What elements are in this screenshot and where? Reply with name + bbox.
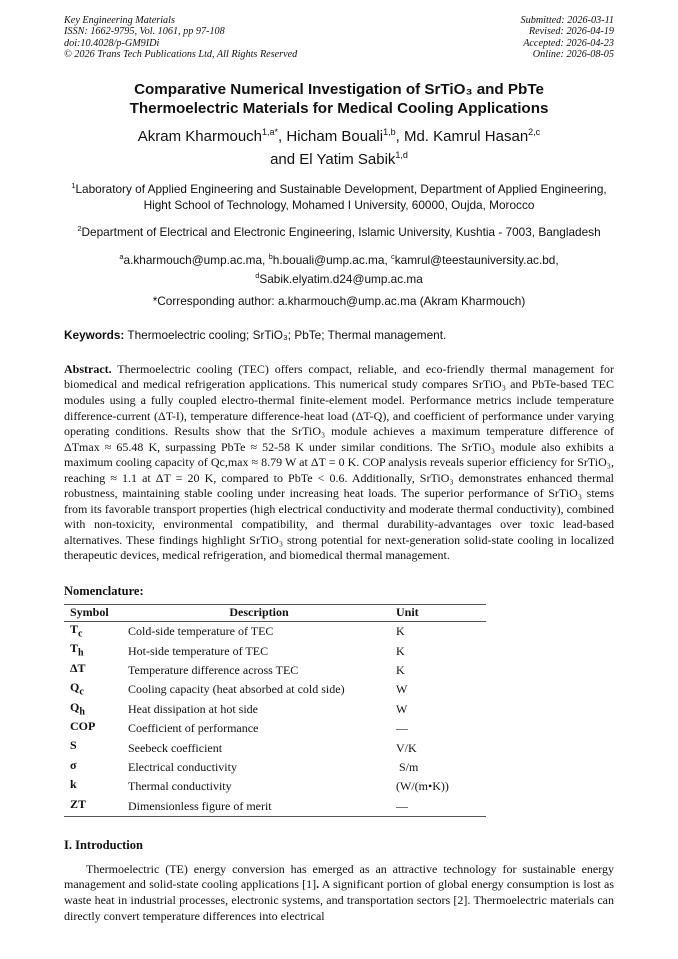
table-row [64,680,486,699]
unit-cell: K [396,662,405,677]
email-marker: d [255,270,260,280]
affiliation-marker: 1 [71,181,76,191]
keywords-text: Thermoelectric cooling; SrTiO₃; PbTe; Thermal management. [127,327,447,342]
description-cell: Coefficient of performance [128,721,259,736]
intro-text: Thermoelectric (TE) energy conversion has emerged as an attractive technology for sustainable energy management and solid-state cooling applications [1] [64,861,614,892]
table-row [64,641,486,660]
symbol-main: T [70,621,79,636]
email-separator: , [555,252,559,267]
email-link[interactable]: Sabik.elyatim.d24@ump.ac.ma [259,271,423,286]
affiliation-text: Laboratory of Applied Engineering and Sustainable Development, Department of Applied Engineering, Hight School of Technology, Mohamed I University, 60000, Oujda, Morocco [75,182,607,212]
symbol-subscript: c [79,686,84,698]
unit-cell: — [390,797,486,817]
header-right [521,15,614,60]
author-affil-marker: 1,b [383,127,396,138]
symbol-main: S [70,738,77,753]
table-row [64,661,486,680]
paper-title [64,80,614,118]
unit-cell: — [396,721,408,736]
symbol-main: Q [70,699,80,714]
table-row [64,700,486,719]
unit-cell: S/m [396,759,419,774]
table-row [64,777,486,796]
abstract-text: Thermoelectric cooling (TEC) offers compact, reliable, and eco-friendly thermal management for biomedical and medical refrigeration applications. This numerical study compares SrTiO₃ and PbTe-based TEC modules using a fully coupled electro-thermal finite-element model. Performance metrics include temperature difference-current (ΔT-I), temperature difference-heat load (ΔT-Q), and coefficient of performance under varying operating conditions. Results show that the SrTiO₃ module achieves a maximum temperature difference of ΔTmax ≈ 65.48 K, surpassing PbTe ≈ 52-58 K under similar conditions. The SrTiO₃ module also exhibits a maximum cooling capacity of Qc,max ≈ 8.79 W at ΔT = 0 K. COP analysis reveals superior efficiency for SrTiO₃, reaching ≈ 1.1 at ΔT = 20 K, compared to PbTe < 0.6. Additionally, SrTiO₃ demonstrates enhanced thermal robustness, maintaining stable cooling under increasing heat loads. The superior performance of SrTiO₃ stems from its favorable transport properties (high electrical conductivity and moderate thermal conductivity), combined with non-toxicity, environmental compatibility, and thermal durability-advantages over toxic lead-based alternatives. These findings highlight SrTiO₃ strong potential for next-generation solid-state cooling in localized therapeutic devices, medical refrigeration, and biomedical thermal management. [64,361,614,563]
description-cell: Thermal conductivity [128,779,232,794]
symbol-subscript: c [78,628,83,640]
column-header-description: Description [122,604,390,621]
description-cell: Heat dissipation at hot side [128,701,258,716]
section-heading-introduction: I. Introduction [64,837,143,852]
symbol-main: COP [70,718,96,733]
intro-text-continued: A significant portion of global energy consumption is lost as waste heat in industrial processes, electronic systems, and transportation sectors [2]. Thermoelectric materials can directly convert temperature differences into electrical [64,877,615,923]
journal-header [64,0,614,60]
symbol-main: T [70,641,79,656]
symbol-cell [64,641,122,660]
symbol-cell [64,777,122,796]
symbol-cell [64,719,122,738]
keywords [64,328,614,342]
author-affil-marker: 1,d [395,150,408,161]
column-header-symbol: Symbol [64,604,122,621]
column-header-unit: Unit [390,604,486,621]
email-link[interactable]: a.kharmouch@ump.ac.ma [123,252,263,267]
unit-cell: W [396,701,408,716]
header-left [64,15,297,60]
symbol-subscript: h [79,705,85,717]
author-list [64,123,614,169]
revised-date: Revised: 2026-04-19 [528,26,614,38]
table-row [64,797,486,817]
description-cell: Temperature difference across TEC [128,662,299,677]
author-affil-marker: 1,a* [262,127,279,138]
corresponding-author: *Corresponding author: a.kharmouch@ump.ac.ma (Akram Kharmouch) [152,294,526,309]
symbol-cell [64,758,122,777]
symbol-cell [64,680,122,699]
symbol-main: ΔT [70,660,86,675]
title-line-2: Thermoelectric Materials for Medical Cooling Applications [129,100,549,118]
author-line-1 [64,123,614,146]
journal-name: Key Engineering Materials [64,15,175,26]
table-row [64,719,486,738]
table-row [64,621,486,641]
abstract [64,362,614,564]
affiliation-marker: 2 [77,224,82,234]
doi: doi:10.4028/p-GM9IDi [64,37,160,49]
submitted-date: Submitted: 2026-03-11 [520,15,614,26]
symbol-subscript: h [78,647,84,659]
author-separator: , [395,128,404,146]
author-line-2 [64,146,614,169]
nomenclature-table [64,604,486,817]
email-separator: , [384,252,391,267]
accepted-date: Accepted: 2026-04-23 [523,37,614,49]
symbol-main: ZT [70,796,87,811]
email-separator: , [262,252,269,267]
nomenclature-title: Nomenclature: [64,583,144,598]
affiliation-text: Department of Electrical and Electronic Engineering, Islamic University, Kushtia - 7003, Bangladesh [81,225,601,240]
intro-bold-period: . [316,877,320,892]
online-date: Online: 2026-08-05 [532,48,614,60]
email-marker: b [268,251,273,261]
description-cell: Seebeck coefficient [128,740,223,755]
author-conjunction: and [270,151,300,169]
introduction-paragraph [64,862,614,924]
email-link[interactable]: kamrul@teestauniversity.ac.bd [394,252,556,267]
author-name: El Yatim Sabik [299,151,396,169]
description-cell: Cooling capacity (heat absorbed at cold side) [128,682,345,697]
description-cell: Hot-side temperature of TEC [128,643,269,658]
title-line-1: Comparative Numerical Investigation of SrTiO₃ and PbTe [134,81,544,99]
affiliation-1 [64,178,614,213]
symbol-main: k [70,777,77,792]
symbol-cell [64,797,122,817]
author-name: Akram Kharmouch [137,128,263,146]
unit-cell: V/K [396,740,417,755]
author-separator: , [278,128,287,146]
unit-cell: K [396,643,405,658]
symbol-cell [64,661,122,680]
keywords-label: Keywords: [64,327,125,342]
issn: ISSN: 1662-9795, Vol. 1061, pp 97-108 [64,26,225,38]
symbol-cell [64,621,122,641]
email-marker: c [391,251,395,261]
author-emails [64,249,614,288]
symbol-cell [64,700,122,719]
author-affil-marker: 2,c [528,127,541,138]
affiliation-2 [64,221,614,240]
table-row [64,758,486,777]
author-name: Md. Kamrul Hasan [403,128,529,146]
author-name: Hicham Bouali [286,128,384,146]
abstract-label: Abstract. [64,361,112,376]
table-header-row [64,604,486,621]
symbol-cell [64,738,122,757]
description-cell: Electrical conductivity [128,759,237,774]
unit-cell: K [396,624,405,639]
description-cell: Dimensionless figure of merit [122,797,390,817]
description-cell: Cold-side temperature of TEC [128,624,274,639]
unit-cell: W [396,682,408,697]
symbol-main: σ [70,757,77,772]
email-link[interactable]: h.bouali@ump.ac.ma [272,252,385,267]
unit-cell: (W/(m•K)) [396,779,449,794]
email-marker: a [119,251,124,261]
table-row [64,738,486,757]
copyright: © 2026 Trans Tech Publications Ltd, All Rights Reserved [64,48,298,60]
symbol-main: Q [70,680,80,695]
